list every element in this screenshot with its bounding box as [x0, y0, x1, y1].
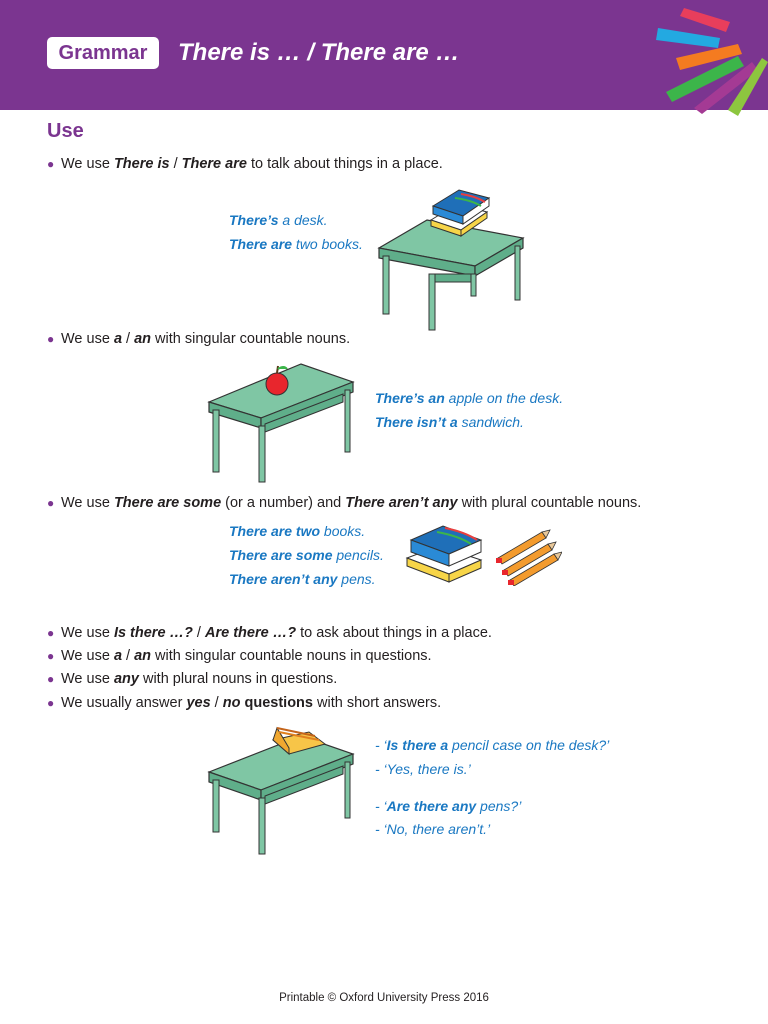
color-fan-logo: [650, 0, 768, 118]
rule-text: with singular countable nouns in questions.: [151, 648, 432, 664]
rule-text: /: [210, 695, 223, 711]
question-1: - ‘Is there a pencil case on the desk?’: [375, 737, 610, 753]
bullet-icon: ●: [47, 157, 55, 171]
rule-text: (or a number) and: [221, 495, 346, 511]
rule-bold: no: [222, 695, 241, 711]
section-heading-use: Use: [47, 120, 84, 142]
example-1: There’s a desk.: [229, 212, 328, 228]
answer-2: - ‘No, there aren’t.’: [375, 821, 491, 837]
bullet-icon: ●: [47, 672, 55, 686]
bullet-icon: ●: [47, 496, 55, 510]
rule-3: [47, 494, 641, 512]
example-6: There are some pencils.: [229, 547, 384, 563]
rule-text: with singular countable nouns.: [151, 331, 351, 347]
example-4: There isn’t a sandwich.: [375, 414, 524, 430]
rule-bold: an: [134, 331, 152, 347]
question-2: - ‘Are there any pens?’: [375, 798, 522, 814]
rule-5: [47, 647, 432, 665]
bullet-icon: ●: [47, 649, 55, 663]
rule-bold: an: [134, 648, 152, 664]
rule-bold: There aren’t any: [345, 495, 458, 511]
rule-bold: Are there …?: [205, 625, 297, 641]
rule-text: We usually answer: [61, 695, 187, 711]
rule-text: We use: [61, 495, 114, 511]
rule-text: /: [122, 331, 135, 347]
answer-1: - ‘Yes, there is.’: [375, 761, 471, 777]
desk-with-apple-illustration: [205, 362, 357, 484]
example-7: There aren’t any pens.: [229, 571, 376, 587]
rule-bold: There are some: [113, 495, 222, 511]
rule-text: with plural countable nouns.: [457, 495, 642, 511]
rule-text: with short answers.: [312, 695, 442, 711]
example-2: There are two books.: [229, 236, 363, 252]
page-title: There is … / There are …: [178, 39, 460, 66]
rule-bold: questions: [240, 695, 313, 711]
bullet-icon: ●: [47, 332, 55, 346]
rule-text: /: [122, 648, 135, 664]
rule-bold: There are: [181, 156, 247, 172]
header-bar: [0, 0, 768, 110]
rule-1: [47, 155, 443, 173]
rule-7: [47, 694, 441, 712]
rule-text: We use: [61, 671, 114, 687]
rule-text: with plural nouns in questions.: [138, 671, 338, 687]
rule-4: [47, 624, 492, 642]
rule-bold: There is: [113, 156, 170, 172]
pencils-illustration: [494, 528, 562, 586]
bullet-icon: ●: [47, 626, 55, 640]
rule-text: We use: [61, 648, 114, 664]
rule-text: We use: [61, 156, 114, 172]
books-illustration: [405, 520, 485, 586]
desk-with-pencil-case-illustration: [205, 722, 357, 856]
rule-6: [47, 670, 337, 688]
rule-bold: any: [113, 671, 139, 687]
grammar-badge: Grammar: [47, 37, 159, 69]
rule-text: We use: [61, 625, 114, 641]
rule-text: to ask about things in a place.: [296, 625, 492, 641]
example-5: There are two books.: [229, 523, 366, 539]
rule-text: /: [192, 625, 205, 641]
rule-2: [47, 330, 350, 348]
rule-text: to talk about things in a place.: [246, 156, 443, 172]
rule-bold: a: [113, 648, 123, 664]
example-3: There’s an apple on the desk.: [375, 390, 564, 406]
desk-with-books-illustration: [375, 186, 527, 332]
bullet-icon: ●: [47, 696, 55, 710]
rule-text: /: [169, 156, 182, 172]
rule-text: We use: [61, 331, 114, 347]
rule-bold: yes: [186, 695, 211, 711]
footer-copyright: Printable © Oxford University Press 2016: [279, 992, 489, 1004]
rule-bold: a: [113, 331, 123, 347]
rule-bold: Is there …?: [113, 625, 193, 641]
